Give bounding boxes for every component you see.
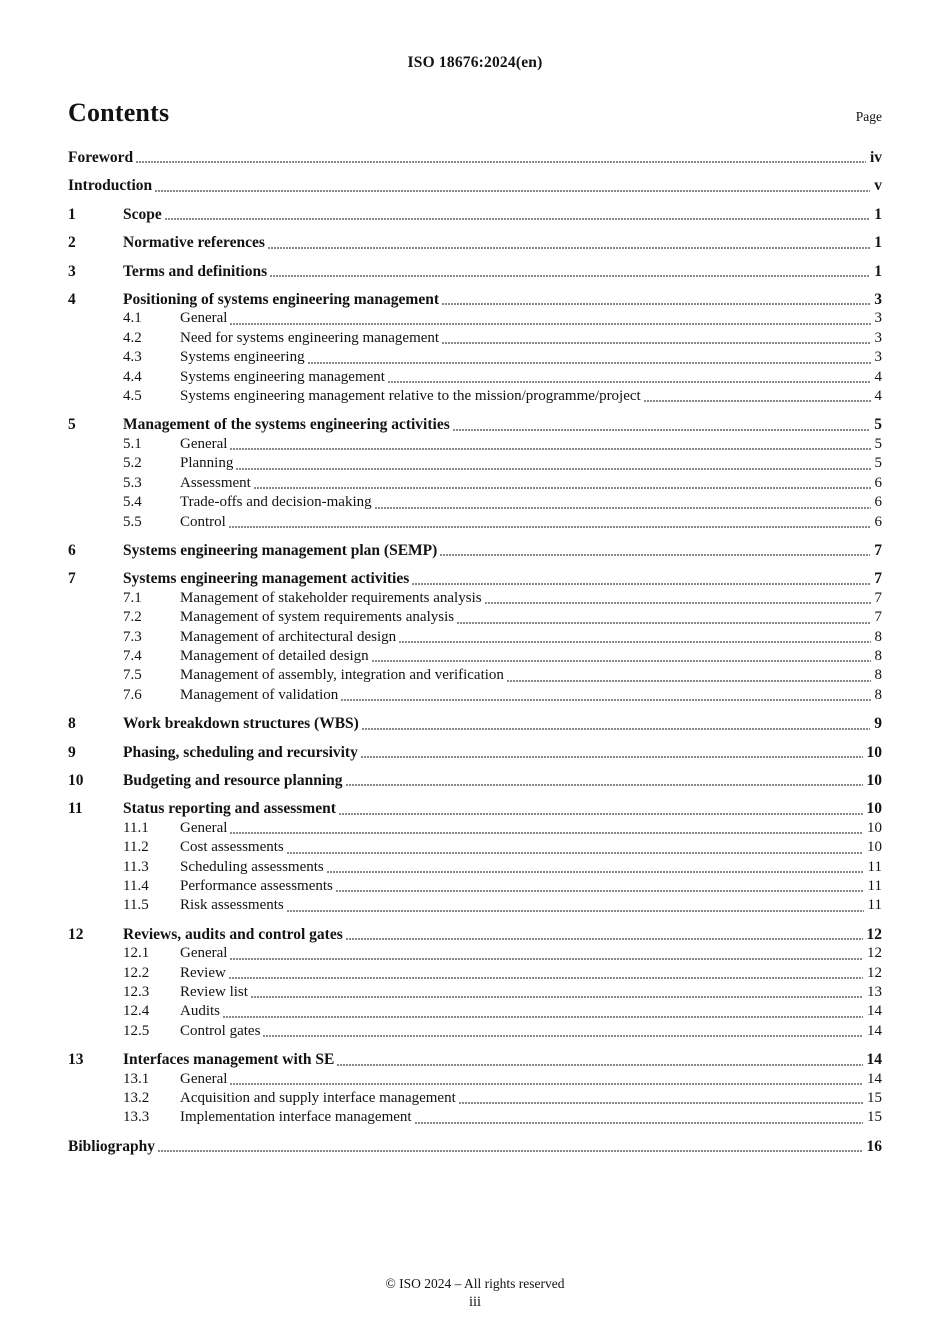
toc-entry-page: iv [869,149,882,166]
dot-leader [372,660,871,662]
toc-entry-title: Control [180,513,226,530]
toc-entry-number: 7 [68,570,76,588]
toc-entry-title: Management of stakeholder requirements analysis [180,589,482,606]
toc-entry-page: 12 [866,925,882,943]
toc-entry-number: 10 [68,771,84,789]
dot-leader [337,1064,862,1066]
dot-leader [485,602,871,604]
toc-entry-title: Review [180,964,226,981]
toc-entry [68,858,882,877]
toc-entry-title: Control gates [180,1022,261,1039]
toc-entry-number: 5.1 [123,435,142,452]
toc-entry [68,743,882,762]
toc-entry-page: 1 [874,262,882,280]
dot-leader [327,871,864,873]
dot-leader [287,910,864,912]
toc-entry [68,1137,882,1156]
toc-entry [68,589,882,608]
toc-entry-number: 4 [68,291,76,309]
toc-entry [68,541,882,560]
toc-entry-number: 4.4 [123,368,142,385]
dot-leader [346,938,863,940]
toc-entry-title: Interfaces management with SE [123,1051,335,1069]
dot-leader [644,400,871,402]
toc-entry [68,1002,882,1021]
toc-entry-page: 8 [874,667,882,684]
toc-entry-title: Phasing, scheduling and recursivity [123,743,358,761]
toc-entry-title: Cost assessments [180,839,284,856]
toc-entry [68,714,882,733]
toc-entry-page: 8 [874,686,882,703]
toc-entry [68,569,882,588]
toc-entry [68,1050,882,1069]
toc-entry-page: 15 [867,1090,882,1107]
toc-entry-title: Normative references [123,234,265,252]
contents-header-bar [68,98,882,128]
toc-entry-page: 5 [874,455,882,472]
copyright-notice: © ISO 2024 – All rights reserved [385,1276,565,1291]
toc-entry-title: Trade-offs and decision-making [180,494,372,511]
toc-entry-title: Management of architectural design [180,628,397,645]
toc-entry [68,1108,882,1127]
toc-entry-page: 6 [874,494,882,511]
toc-entry [68,513,882,532]
dot-leader [442,342,870,344]
dot-leader [388,381,871,383]
toc-entry-title: Work breakdown structures (WBS) [123,715,359,733]
dot-leader [268,247,870,249]
dot-leader [442,303,870,305]
toc-entry-page: 11 [867,878,882,894]
toc-entry [68,233,882,252]
toc-entry-number: 11 [68,800,83,818]
toc-entry-page: 3 [874,291,882,309]
toc-entry-number: 12 [68,925,84,943]
toc-entry-number: 2 [68,234,76,252]
toc-entry [68,838,882,857]
dot-leader [155,190,870,192]
toc-entry-page: 7 [874,609,882,626]
dot-leader [287,852,863,854]
toc-entry-page: 6 [874,474,882,491]
toc-entry [68,435,882,454]
toc-entry-number: 12.3 [123,984,150,1001]
toc-entry-number: 9 [68,743,76,761]
dot-leader [251,996,863,998]
toc-entry [68,608,882,627]
toc-entry-number: 12.2 [123,964,150,981]
toc-entry-page: 12 [867,964,882,981]
toc-entry-number: 13 [68,1051,84,1069]
toc-entry-page: 14 [867,1003,882,1020]
toc-entry-title: Scheduling assessments [180,858,324,875]
toc-entry-number: 5.4 [123,494,142,511]
toc-entry [68,348,882,367]
toc-entry-page: 10 [866,743,882,761]
toc-entry [68,666,882,685]
toc-entry-number: 6 [68,541,76,559]
toc-entry-title: Bibliography [68,1137,155,1155]
dot-leader [507,680,871,682]
toc-entry-number: 7.2 [123,609,142,626]
toc-entry-page: 3 [874,349,882,366]
toc-entry-title: Implementation interface management [180,1109,412,1126]
toc-entry [68,1070,882,1089]
toc-entry-title: Need for systems engineering management [180,329,440,346]
dot-leader [230,832,863,834]
dot-leader [230,1083,863,1085]
toc-entry-page: 10 [866,800,882,818]
toc-entry-page: 10 [867,819,882,836]
toc-entry-page: 5 [874,416,882,434]
toc-entry [68,329,882,348]
toc-entry [68,896,882,915]
toc-entry-title: Management of the systems engineering activities [123,416,450,434]
toc-entry-title: General [180,435,228,452]
document-id-header: ISO 18676:2024(en) [407,54,543,71]
toc-entry-page: 14 [866,1051,882,1069]
toc-entry-title: Management of validation [180,686,339,703]
toc-entry-title: Systems engineering management [180,368,385,385]
toc-entry-page: 1 [874,205,882,223]
dot-leader [399,641,870,643]
toc-entry [68,964,882,983]
toc-entry-number: 5.2 [123,455,142,472]
dot-leader [223,1016,863,1018]
toc-entry-page: 10 [867,839,882,856]
dot-leader [263,1035,863,1037]
toc-entry-page: 9 [874,715,882,733]
dot-leader [254,487,871,489]
toc-entry-page: 7 [874,570,882,588]
toc-entry [68,628,882,647]
toc-entry-page: 4 [874,388,882,405]
toc-entry [68,877,882,896]
dot-leader [346,784,863,786]
toc-entry-number: 4.3 [123,349,142,366]
toc-entry-title: Management of assembly, integration and verification [180,667,504,684]
toc-entry-title: Status reporting and assessment [123,800,336,818]
dot-leader [339,813,863,815]
toc-entry [68,925,882,944]
dot-leader [230,323,870,325]
toc-entry-title: Acquisition and supply interface management [180,1090,456,1107]
toc-entry-page: 6 [874,513,882,530]
dot-leader [453,429,871,431]
toc-entry [68,647,882,666]
dot-leader [412,583,870,585]
toc-entry-title: Positioning of systems engineering management [123,291,440,309]
toc-entry-page: 15 [867,1109,882,1126]
toc-entry-page: 7 [874,541,882,559]
toc-entry-number: 11.1 [123,819,149,836]
dot-leader [336,890,864,892]
toc-entry-title: Management of detailed design [180,647,369,664]
toc-entry-page: 3 [874,329,882,346]
toc-entry-number: 1 [68,205,76,223]
toc-entry-page: 11 [867,897,882,914]
toc-entry-number: 11.5 [123,897,149,914]
toc-entry [68,176,882,195]
dot-leader [165,218,871,220]
toc-entry [68,819,882,838]
dot-leader [158,1150,863,1152]
folio-page-number: iii [468,1294,482,1310]
toc-entry [68,148,882,167]
toc-entry-title: Systems engineering management plan (SEMP) [123,541,438,559]
toc-entry-number: 12.5 [123,1022,150,1039]
toc-entry [68,1089,882,1108]
toc-entry-number: 11.3 [123,858,149,875]
toc-entry-number: 4.2 [123,329,142,346]
toc-entry [68,205,882,224]
toc-entry-page: 7 [874,589,882,606]
toc-entry [68,415,882,434]
toc-entry-number: 7.6 [123,686,142,703]
toc-entry-number: 4.5 [123,388,142,405]
toc-entry-title: General [180,945,228,962]
toc-entry-page: 12 [867,945,882,962]
toc-entry-page: 8 [874,647,882,664]
toc-entry-number: 11.4 [123,878,149,894]
toc-entry-page: 10 [866,771,882,789]
toc-entry [68,983,882,1002]
toc-entry-page: 14 [867,1070,882,1087]
toc-entry [68,368,882,387]
dot-leader [136,161,866,163]
toc-entry-number: 3 [68,262,76,280]
toc-entry-number: 11.2 [123,839,149,856]
toc-entry-number: 13.1 [123,1070,150,1087]
toc-entry-page: 8 [874,628,882,645]
dot-leader [236,468,870,470]
toc-entry-title: Systems engineering management activities [123,570,410,588]
table-of-contents [68,148,882,1156]
dot-leader [362,728,870,730]
toc-entry [68,262,882,281]
toc-entry-number: 5 [68,416,76,434]
toc-entry [68,474,882,493]
toc-entry-number: 5.3 [123,474,142,491]
toc-entry-title: Planning [180,455,234,472]
toc-entry-page: 5 [874,435,882,452]
toc-entry-page: 4 [874,368,882,385]
toc-entry-number: 5.5 [123,513,142,530]
toc-entry [68,1022,882,1041]
dot-leader [270,275,870,277]
toc-entry-number: 8 [68,715,76,733]
toc-entry-title: Performance assessments [180,878,333,894]
dot-leader [361,756,863,758]
toc-entry-title: Assessment [180,474,251,491]
toc-entry-page: 13 [867,984,882,1001]
toc-entry-page: 11 [867,858,882,875]
toc-entry-title: General [180,819,228,836]
toc-entry-title: Reviews, audits and control gates [123,925,343,943]
toc-entry-title: General [180,1070,228,1087]
toc-entry-number: 13.3 [123,1109,150,1126]
dot-leader [229,977,863,979]
dot-leader [375,507,871,509]
toc-entry [68,799,882,818]
toc-entry-number: 12.4 [123,1003,150,1020]
toc-entry-title: Review list [180,984,248,1001]
page-title: Contents [68,98,170,127]
toc-entry-title: Scope [123,205,162,223]
toc-entry [68,387,882,406]
dot-leader [230,958,863,960]
toc-entry-page: 16 [866,1137,882,1155]
toc-entry-page: v [874,177,882,195]
toc-entry [68,493,882,512]
toc-entry-page: 1 [874,234,882,252]
toc-entry-number: 7.3 [123,628,142,645]
toc-entry [68,290,882,309]
toc-entry-title: General [180,310,228,327]
toc-entry-number: 13.2 [123,1090,150,1107]
toc-entry-number: 12.1 [123,945,150,962]
toc-entry-page: 3 [874,310,882,327]
toc-entry-page: 14 [867,1022,882,1039]
toc-entry-title: Systems engineering [180,349,305,366]
dot-leader [230,448,870,450]
toc-entry-title: Introduction [68,177,153,195]
page-footer [0,1276,950,1311]
toc-entry-number: 4.1 [123,310,142,327]
dot-leader [459,1102,863,1104]
toc-entry [68,454,882,473]
toc-entry-number: 7.5 [123,667,142,684]
toc-entry-title: Terms and definitions [123,262,268,280]
dot-leader [308,362,871,364]
toc-entry-title: Risk assessments [180,897,284,914]
toc-entry [68,771,882,790]
toc-entry-title: Management of system requirements analysis [180,609,455,626]
dot-leader [415,1122,863,1124]
toc-entry [68,944,882,963]
toc-entry-title: Audits [180,1003,221,1020]
page-column-label: Page [855,109,882,124]
toc-entry-number: 7.1 [123,589,142,606]
toc-entry [68,309,882,328]
dot-leader [229,526,871,528]
dot-leader [341,699,870,701]
toc-entry-number: 7.4 [123,647,142,664]
toc-entry-title: Foreword [68,149,134,166]
toc-entry [68,686,882,705]
dot-leader [440,554,870,556]
toc-entry-title: Budgeting and resource planning [123,771,343,789]
toc-entry-title: Systems engineering management relative to the mission/programme/project [180,388,641,405]
dot-leader [457,622,870,624]
